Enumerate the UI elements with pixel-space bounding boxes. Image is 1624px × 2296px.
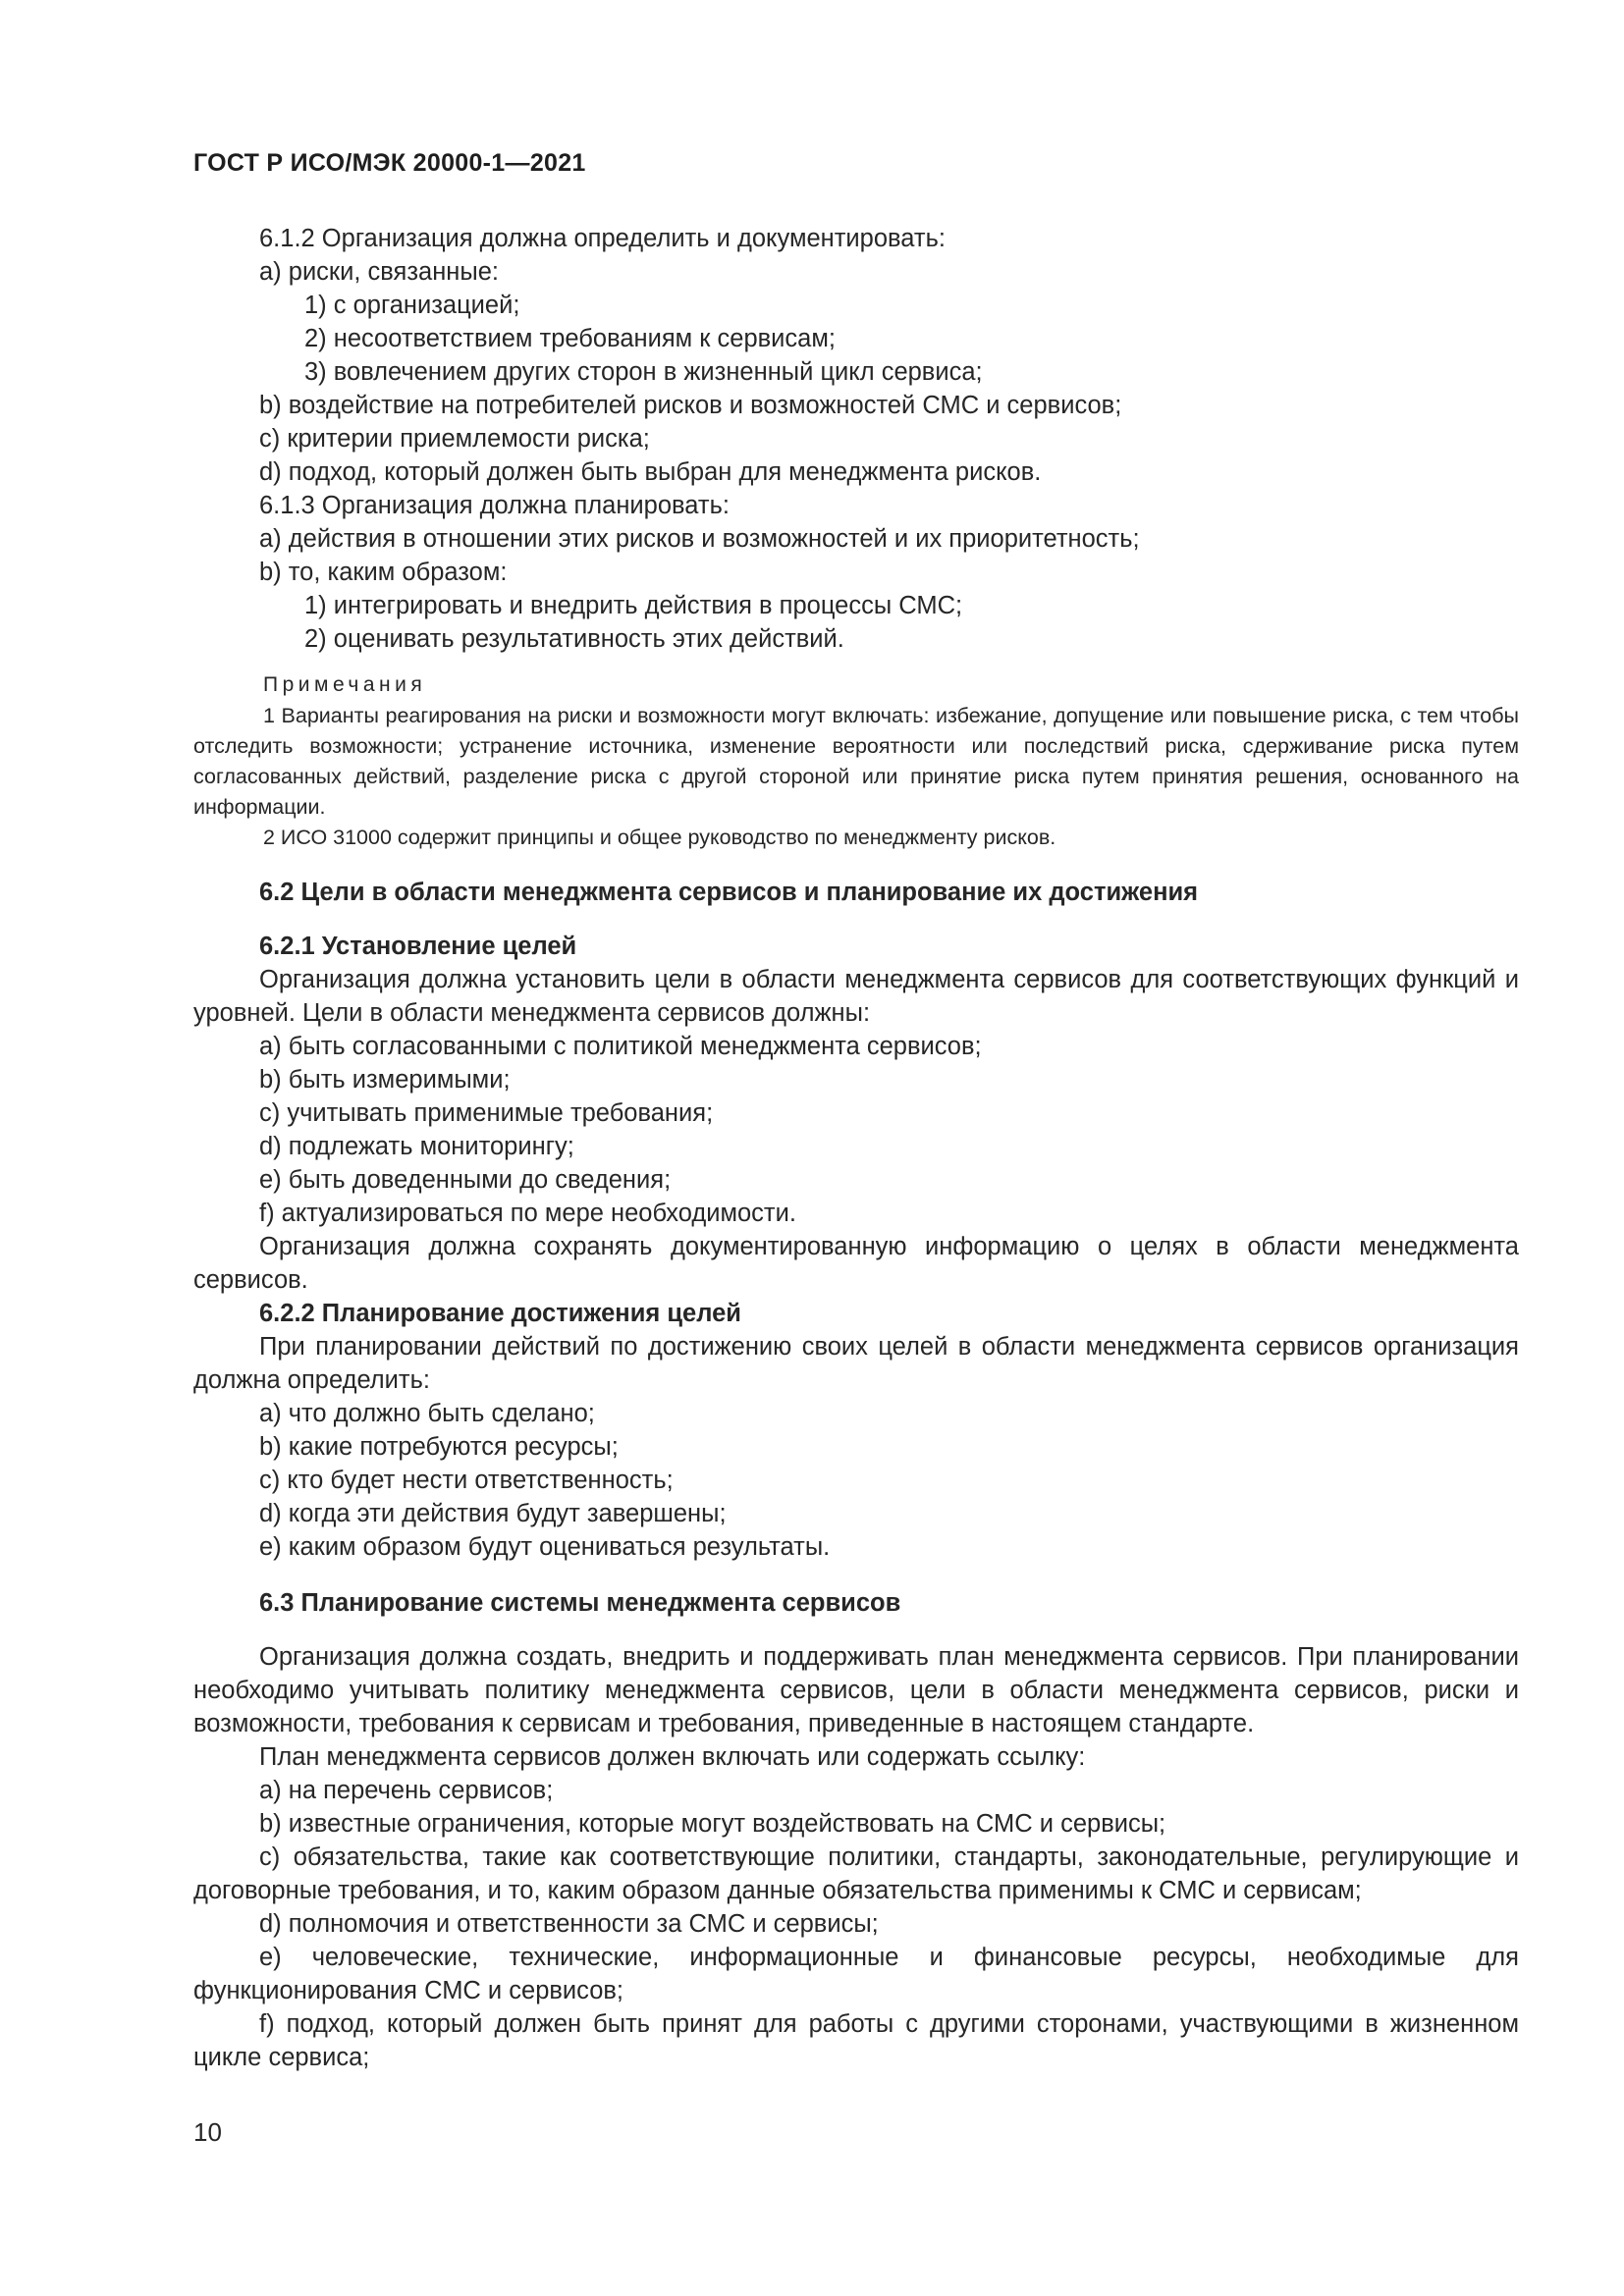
list-item: d) подлежать мониторингу; xyxy=(259,1133,574,1160)
paragraph: Организация должна установить цели в области менеджмента сервисов для соответствующих функций и уровней. Цели в области менеджмента сервисов должны: xyxy=(193,966,1519,1027)
list-item: 3) вовлечением других сторон в жизненный цикл сервиса; xyxy=(304,358,983,386)
paragraph: Организация должна создать, внедрить и поддерживать план менеджмента сервисов. При планировании необходимо учитывать политику менеджмента сервисов, цели в области менеджмента сервисов, риски и возможности, требования к сервисам и требования, приведенные в настоящем стандарте. xyxy=(193,1643,1519,1737)
list-item: c) учитывать применимые требования; xyxy=(259,1099,714,1127)
list-item: f) актуализироваться по мере необходимости. xyxy=(259,1200,796,1227)
list-item: b) то, каким образом: xyxy=(259,559,508,586)
list-item: а) что должно быть сделано; xyxy=(259,1400,595,1427)
clause-6-1-3-intro: 6.1.3 Организация должна планировать: xyxy=(259,492,730,519)
list-item: b) известные ограничения, которые могут воздействовать на СМС и сервисы; xyxy=(259,1810,1166,1838)
section-6-2-heading: 6.2 Цели в области менеджмента сервисов и планирование их достижения xyxy=(259,879,1199,906)
list-item: а) риски, связанные: xyxy=(259,258,499,286)
list-item: 2) оценивать результативность этих действий. xyxy=(304,625,844,653)
note-1: 1 Варианты реагирования на риски и возможности могут включать: избежание, допущение или повышение риска, с тем чтобы отследить возможности; устранение источника, изменение вероятности или последствий риска, сдерживание риска путем согласованных действий, разделение риска с другой стороной или принятие риска путем принятия решения, основанного на информации. xyxy=(193,704,1519,819)
list-item: b) воздействие на потребителей рисков и возможностей СМС и сервисов; xyxy=(259,392,1122,419)
document-body xyxy=(193,222,1519,2074)
list-item: c) кто будет нести ответственность; xyxy=(259,1467,674,1494)
clause-6-2-1-heading: 6.2.1 Установление целей xyxy=(259,933,577,960)
list-item: е) каким образом будут оцениваться результаты. xyxy=(259,1533,831,1561)
notes-title: Примечания xyxy=(263,673,427,696)
document-header: ГОСТ Р ИСО/МЭК 20000-1—2021 xyxy=(193,149,586,177)
list-item: c) критерии приемлемости риска; xyxy=(259,425,650,453)
list-item: d) подход, который должен быть выбран для менеджмента рисков. xyxy=(259,458,1042,486)
clause-6-1-2-intro: 6.1.2 Организация должна определить и документировать: xyxy=(259,225,946,252)
list-item: d) когда эти действия будут завершены; xyxy=(259,1500,727,1527)
list-item: b) какие потребуются ресурсы; xyxy=(259,1433,619,1461)
list-item: f) подход, который должен быть принят для работы с другими сторонами, участвующими в жизненном цикле сервиса; xyxy=(193,2010,1519,2071)
list-item: е) быть доведенными до сведения; xyxy=(259,1166,672,1194)
list-item: b) быть измеримыми; xyxy=(259,1066,511,1094)
page-number: 10 xyxy=(193,2117,222,2147)
section-6-3-heading: 6.3 Планирование системы менеджмента сервисов xyxy=(259,1589,901,1617)
list-item: c) обязательства, такие как соответствующие политики, стандарты, законодательные, регулирующие и договорные требования, и то, каким образом данные обязательства применимы к СМС и сервисам; xyxy=(193,1843,1519,1904)
list-item: 1) интегрировать и внедрить действия в процессы СМС; xyxy=(304,592,963,619)
list-item: d) полномочия и ответственности за СМС и сервисы; xyxy=(259,1910,879,1938)
paragraph: Организация должна сохранять документированную информацию о целях в области менеджмента сервисов. xyxy=(193,1233,1519,1294)
note-2: 2 ИСО 31000 содержит принципы и общее руководство по менеджменту рисков. xyxy=(263,826,1056,849)
list-item: 2) несоответствием требованиям к сервисам; xyxy=(304,325,836,352)
list-item: а) действия в отношении этих рисков и возможностей и их приоритетность; xyxy=(259,525,1140,553)
list-item: а) быть согласованными с политикой менеджмента сервисов; xyxy=(259,1033,982,1060)
list-item: е) человеческие, технические, информационные и финансовые ресурсы, необходимые для функционирования СМС и сервисов; xyxy=(193,1944,1519,2004)
paragraph: План менеджмента сервисов должен включать или содержать ссылку: xyxy=(259,1743,1086,1771)
list-item: 1) с организацией; xyxy=(304,292,520,319)
clause-6-2-2-heading: 6.2.2 Планирование достижения целей xyxy=(259,1300,741,1327)
paragraph: При планировании действий по достижению своих целей в области менеджмента сервисов организация должна определить: xyxy=(193,1333,1519,1394)
list-item: а) на перечень сервисов; xyxy=(259,1777,554,1804)
